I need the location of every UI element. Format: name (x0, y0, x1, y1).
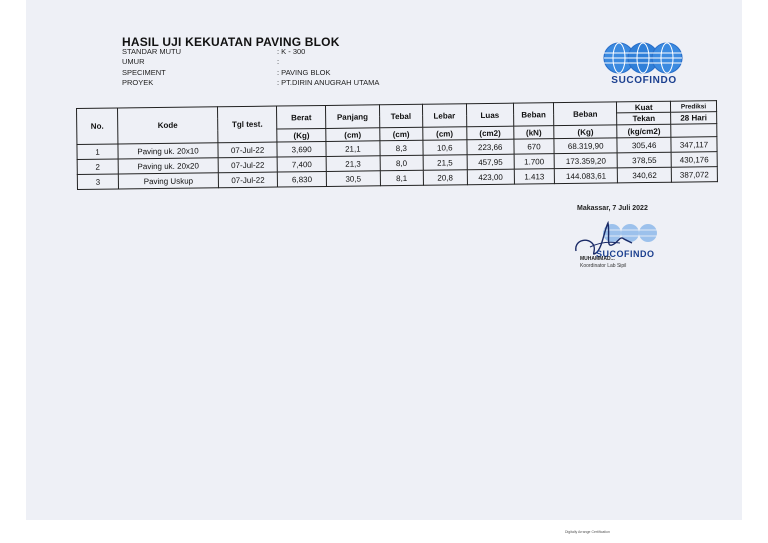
cell-beban-kn: 1.700 (514, 154, 554, 169)
cell-no: 3 (77, 174, 118, 189)
header-berat: Berat (277, 105, 326, 129)
unit-panjang: (cm) (326, 128, 380, 142)
cell-luas: 223,66 (466, 139, 514, 155)
unit-tekan: (kg/cm2) (617, 124, 671, 138)
cell-prediksi: 387,072 (671, 167, 717, 183)
cell-beban-kn: 1.413 (514, 169, 554, 184)
meta-value: : PAVING BLOK (277, 68, 331, 77)
unit-berat: (Kg) (277, 128, 326, 142)
cell-tebal: 8,3 (380, 140, 424, 156)
cell-beban-kg: 144.083,61 (554, 168, 618, 184)
unit-prediksi (671, 124, 717, 138)
header-tekan: Tekan (617, 112, 671, 125)
cell-prediksi: 347,117 (671, 137, 717, 153)
header-no: No. (77, 108, 118, 144)
meta-label: PROYEK (122, 78, 154, 87)
meta-label: UMUR (122, 57, 145, 66)
meta-value: : PT.DIRIN ANUGRAH UTAMA (277, 78, 380, 87)
footer-note: Digitally Arrange Certification (565, 530, 610, 534)
cell-lebar: 20,8 (423, 170, 467, 186)
meta-value: : K - 300 (277, 47, 306, 56)
cell-no: 2 (77, 159, 118, 174)
cell-tgl: 07-Jul-22 (218, 142, 277, 158)
logo-wordmark: SUCOFINDO (611, 75, 677, 86)
unit-beban-kn: (kN) (514, 126, 554, 139)
cell-tebal: 8,0 (380, 155, 424, 171)
header-prediksi: Prediksi (670, 101, 716, 113)
cell-panjang: 30,5 (326, 171, 380, 187)
cell-prediksi: 430,176 (671, 152, 717, 168)
stamp-wordmark: SUCOFINDO (596, 249, 655, 259)
header-lebar: Lebar (422, 104, 466, 128)
cell-tekan: 305,46 (617, 137, 671, 153)
header-kode: Kode (117, 107, 217, 144)
header-beban-kg: Beban (553, 102, 617, 126)
header-tebal: Tebal (379, 104, 423, 128)
cell-lebar: 10,6 (423, 140, 467, 156)
header-kuat: Kuat (617, 101, 671, 113)
unit-luas: (cm2) (466, 126, 514, 140)
signer-name: MUHAMMAD... (580, 256, 615, 262)
signer-role: Koordinator Lab Sipil (580, 263, 627, 269)
cell-tekan: 378,55 (617, 152, 671, 168)
meta-label: SPECIMENT (122, 68, 166, 77)
place-date: Makassar, 7 Juli 2022 (577, 205, 648, 212)
cell-luas: 423,00 (467, 169, 515, 185)
unit-beban-kg: (Kg) (554, 125, 618, 139)
cell-panjang: 21,1 (326, 141, 380, 157)
cell-luas: 457,95 (467, 154, 515, 170)
cell-tekan: 340,62 (618, 167, 672, 183)
cell-beban-kg: 68.319,90 (554, 138, 618, 154)
cell-kode: Paving Uskup (118, 173, 218, 189)
cell-panjang: 21,3 (326, 156, 380, 172)
cell-tebal: 8,1 (380, 170, 424, 186)
cell-lebar: 21,5 (423, 155, 467, 171)
unit-lebar: (cm) (423, 127, 467, 141)
cell-tgl: 07-Jul-22 (218, 172, 277, 188)
meta-value: : (277, 57, 280, 66)
header-panjang: Panjang (326, 105, 380, 129)
cell-beban-kn: 670 (514, 139, 554, 154)
cell-berat: 6,830 (277, 171, 326, 187)
document-title: HASIL UJI KEKUATAN PAVING BLOK (122, 35, 340, 49)
header-28-hari: 28 Hari (671, 112, 717, 125)
cell-beban-kg: 173.359,20 (554, 153, 618, 169)
cell-berat: 7,400 (277, 156, 326, 172)
cell-no: 1 (77, 144, 118, 159)
results-table (76, 100, 718, 190)
cell-kode: Paving uk. 20x20 (118, 158, 218, 174)
header-luas: Luas (466, 103, 514, 127)
cell-tgl: 07-Jul-22 (218, 157, 277, 173)
cell-berat: 3,690 (277, 141, 326, 157)
header-beban-kn: Beban (513, 103, 553, 126)
meta-label: STANDAR MUTU (122, 47, 182, 56)
cell-kode: Paving uk. 20x10 (118, 143, 218, 159)
unit-tebal: (cm) (379, 127, 423, 141)
header-tgl: Tgl test. (217, 106, 277, 143)
